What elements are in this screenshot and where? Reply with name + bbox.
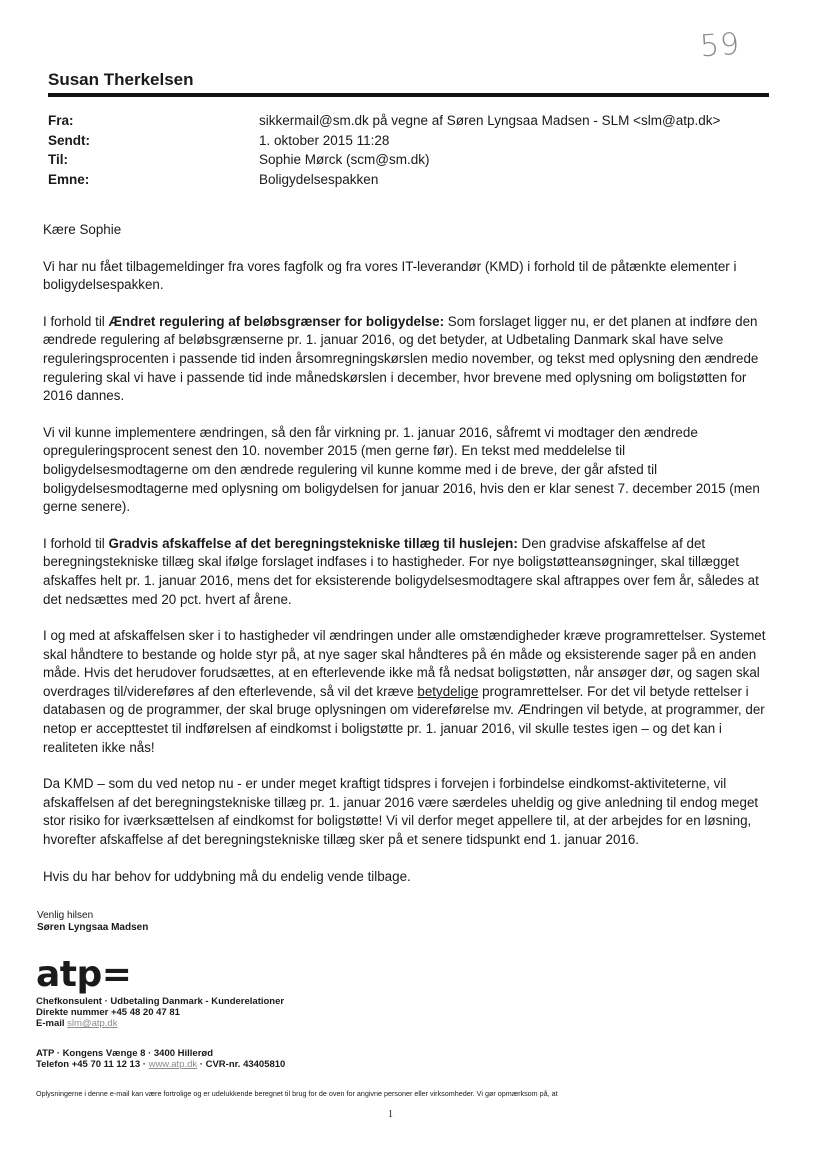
paragraph-kmd-appeal: Da KMD – som du ved netop nu - er under meget kraftigt tidspres i forvejen i forbindelse eindkomst-aktiviteterne, vil afskaffelsen af det beregningstekniske tillæg pr. 1. januar 2016 være særdeles uheldig og give anledning til endog meget stor risiko for iværksættelsen af eindkomst for boligstøtte! Vi vil derfor meget appellere til, at der arbejdes for en løsning, hvorefter afskaffelse af det beregningstekniske tillæg sker på et senere tidspunkt end 1. januar 2016. (43, 776, 759, 848)
sent-label: Sendt: (48, 132, 90, 148)
direct-phone: Direkte nummer +45 48 20 47 81 (36, 1007, 180, 1018)
sent-value: 1. oktober 2015 11:28 (259, 132, 390, 148)
signature-closing: Venlig hilsen (37, 910, 94, 921)
paragraph-regulation-text: Som forslaget ligger nu, er det planen at indføre den ændrede regulering af beløbsgrænserne pr. 1. januar 2016, og det betyder, at Udbetaling Danmark skal have selve reguleringsprocenten i passende tid inden årsomregningskørslen medio november, og tekst med oplysning den ændrede regulering skal vi have i passende tid inde månedskørslen i december, hvor brevene med oplysning om boligstøtten for 2016 dannes. (43, 313, 759, 404)
company-cvr: · CVR-nr. 43405810 (199, 1059, 286, 1070)
paragraph-regulation-heading: Ændret regulering af beløbsgrænser for boligydelse: (108, 313, 445, 329)
page-number: 1 (388, 1109, 393, 1120)
signature-title: Chefkonsulent · Udbetaling Danmark - Kunderelationer (36, 996, 285, 1007)
email-line (36, 1018, 284, 1029)
disclaimer-text: Oplysningerne i denne e-mail kan være fortrolige og er udelukkende beregnet til brug for de oven for angivne personer eller virksomheder. Vi gør opmærksom på, at (36, 1089, 558, 1098)
handwritten-page-annotation: 59 (698, 26, 742, 65)
paragraph-regulation (43, 313, 773, 406)
email-body (43, 221, 773, 904)
subject-value: Boligydelsespakken (259, 171, 379, 187)
paragraph-supplement-text: Den gradvise afskaffelse af det beregningstekniske tillæg skal ifølge forslaget indfases i to hastigheder. For nye boligstøtteansøgninger, skal tillægget afskaffes helt pr. 1. januar 2016, mens det for eksisterende boligydelsesmodtagere skal aftrappes over fem år, således at det nedsættes med 20 pct. hvert af årene. (43, 535, 759, 607)
paragraph-regulation-prefix: I forhold til (43, 313, 109, 329)
paragraph-supplement-prefix: I forhold til (43, 535, 109, 551)
signature (37, 910, 148, 934)
to-value: Sophie Mørck (scm@sm.dk) (259, 152, 430, 167)
email-link[interactable]: slm@atp.dk (67, 1018, 118, 1029)
paragraph-supplement-heading: Gradvis afskaffelse af det beregningstekniske tillæg til huslejen: (108, 535, 518, 551)
greeting: Kære Sophie (43, 222, 122, 237)
company-phone-line (36, 1059, 285, 1070)
atp-logo: atp= (36, 954, 132, 995)
to-label: Til: (48, 152, 68, 167)
company-address: ATP · Kongens Vænge 8 · 3400 Hillerød (36, 1048, 214, 1059)
signature-name: Søren Lyngsaa Madsen (37, 922, 149, 933)
paragraph-supplement (43, 535, 773, 609)
header-divider (48, 93, 769, 97)
from-label: Fra: (48, 113, 74, 128)
paragraph-implementation: Vi vil kunne implementere ændringen, så den får virkning pr. 1. januar 2016, såfremt vi modtager den ændrede opreguleringsprocent senest den 10. november 2015 (men gerne før). En tekst med meddelelse til boligydelsesmodtagerne om den ændrede regulering vil kunne komme med i de breve, der går afsted til boligydelsesmodtagerne med oplysning om boligydelsen for januar 2016, hvis den er klar senest 7. december 2015 (men gerne senere). (43, 424, 760, 515)
underlined-word: betydelige (417, 683, 479, 699)
paragraph-intro: Vi har nu fået tilbagemeldinger fra vores fagfolk og fra vores IT-leverandør (KMD) i forhold til de påtænkte elementer i boligydelsespakken. (43, 258, 737, 293)
from-value: sikkermail@sm.dk på vegne af Søren Lyngsaa Madsen - SLM <slm@atp.dk> (259, 113, 721, 128)
subject-label: Emne: (48, 171, 90, 187)
company-info (36, 1048, 285, 1070)
paragraph-program-changes (43, 627, 773, 757)
email-label: E-mail (36, 1018, 65, 1029)
sender-block-name: Susan Therkelsen (48, 70, 194, 89)
paragraph-program-changes-a: I og med at afskaffelsen sker i to hastigheder vil ændringen under alle omstændigheder kræve programrettelser. Systemet skal håndtere to bestande og holde styr på, at nye sager skal håndteres på én måde og eksisterende sager på en anden måde. Hvis det herudover forudsættes, at en efterlevende ikke må få nedsat boligstøtten, når ansøger dør, og sagen skal overdrages til/videreføres af den efterlevende, så vil det kræve (43, 628, 766, 699)
paragraph-closing-offer: Hvis du har behov for uddybning må du endelig vende tilbage. (43, 868, 411, 884)
company-phone: Telefon +45 70 11 12 13 · (36, 1059, 146, 1070)
paragraph-program-changes-b: programrettelser. For det vil betyde rettelser i databasen og de programmer, der skal bruge oplysningen om videreførelse mv. Ændringen vil betyde, at programmer, der netop er accepttestet til indførelsen af eindkomst i boligstøtte pr. 1. januar 2016, vil skulle testes igen – og det kan i realiteten ikke nås! (43, 683, 765, 755)
website-link[interactable]: www.atp.dk (148, 1059, 198, 1070)
contact-info (36, 996, 284, 1029)
